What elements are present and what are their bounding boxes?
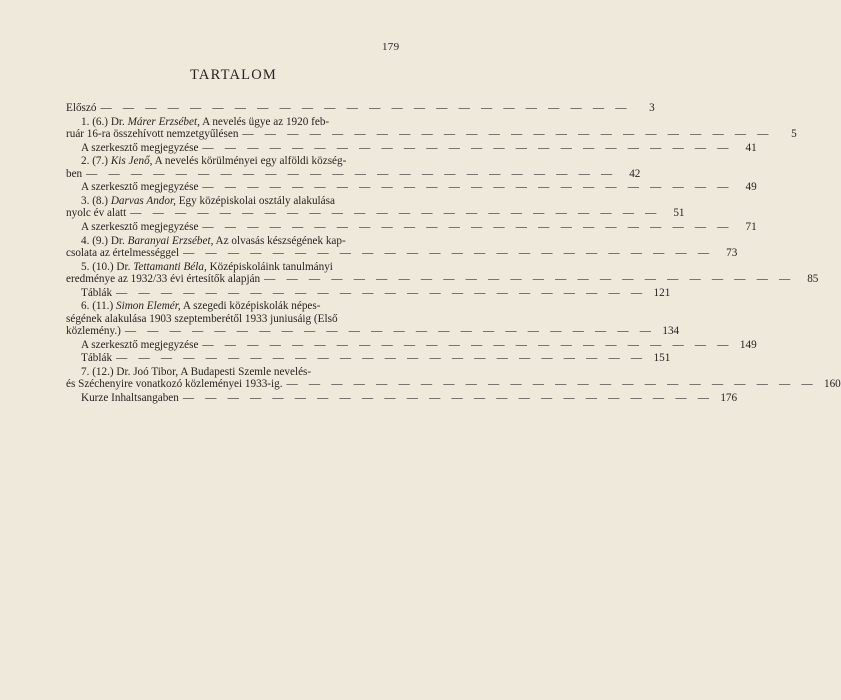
toc-entry <box>66 195 685 220</box>
toc-entry-title: Táblák <box>81 352 113 365</box>
toc-entry-continuation: nyolc év alatt <box>66 207 127 220</box>
toc-entry-title: Táblák <box>81 286 113 299</box>
toc-entry-author: Darvas Andor, <box>110 195 176 208</box>
toc-entry <box>66 141 757 154</box>
toc-entry <box>66 300 680 337</box>
toc-entry-author: Márer Erzsébet, <box>127 115 200 128</box>
toc-leader: — — — — — — — — — — — — — — — — — — — — — — — — <box>242 127 773 140</box>
toc-leader: — — — — — — — — — — — — — — — — — — — — — — — — <box>264 272 795 285</box>
toc-entry-text <box>66 102 96 114</box>
toc-leader: — — — — — — — — — — — — — — — — — — — — — — — — <box>100 102 631 114</box>
toc-entry-continuation: és Széchenyire vonatkozó közleményei 1933-ig. <box>66 378 283 391</box>
toc-entry-title: A szerkesztő megjegyzése <box>81 181 199 194</box>
toc-entry-text <box>81 155 346 167</box>
toc-entry-page: 134 <box>662 324 680 337</box>
toc-entry-page: 3 <box>649 102 655 114</box>
toc-entry-author: Simon Elemér, <box>116 300 181 313</box>
toc-leader: — — — — — — — — — — — — — — — — — — — — — — — — <box>183 247 714 259</box>
toc-leader: — — — — — — — — — — — — — — — — — — — — — — — — <box>202 181 733 194</box>
toc-entry-text <box>81 366 311 378</box>
toc-entry-page: 5 <box>791 127 797 140</box>
toc-entry-text <box>81 181 198 193</box>
toc-entry-page: 151 <box>653 352 671 365</box>
toc-entry-continuation: csolata az értelmességgel <box>66 247 180 259</box>
toc-entry-page: 121 <box>653 286 671 299</box>
toc-entry-text <box>81 235 346 247</box>
toc-entry <box>66 181 757 194</box>
toc-entry <box>66 392 738 404</box>
toc-entry-number: 3. (8.) <box>81 195 111 208</box>
toc-entry-title: Középiskoláink tanulmányi <box>206 260 333 273</box>
toc-entry-page: 149 <box>739 338 757 351</box>
toc-leader: — — — — — — — — — — — — — — — — — — — — — — — — <box>202 221 733 234</box>
toc-leader: — — — — — — — — — — — — — — — — — — — — — — — — <box>182 392 714 404</box>
toc-entry-number: 6. (11.) <box>81 300 117 313</box>
toc-entry-text <box>81 300 320 312</box>
toc-leader: — — — — — — — — — — — — — — — — — — — — — — — — <box>116 352 647 365</box>
toc-entry-title: Előszó <box>66 102 97 114</box>
toc-entry-page: 49 <box>745 181 757 194</box>
toc-entry <box>66 286 671 299</box>
toc-entry <box>66 260 819 286</box>
toc-entry-page: 73 <box>726 247 738 259</box>
toc-leader: — — — — — — — — — — — — — — — — — — — — — — — — <box>86 167 617 180</box>
toc-leader: — — — — — — — — — — — — — — — — — — — — — — — — <box>286 378 817 391</box>
toc-entry-title: A szerkesztő megjegyzése <box>81 221 199 234</box>
toc-entry-text <box>81 339 198 351</box>
toc-entry <box>66 155 641 180</box>
toc-entry-text <box>81 142 198 154</box>
toc-entry-page: 41 <box>745 141 757 154</box>
toc-entry <box>66 221 757 234</box>
toc-entry-text <box>81 392 179 404</box>
toc-entry-title: A nevelés körülményei egy alföldi község- <box>152 155 347 168</box>
toc-title: TARTALOM <box>190 67 277 83</box>
toc-entry-number: 4. (9.) Dr. <box>81 234 128 247</box>
toc-entry-page: 160 <box>823 378 841 391</box>
toc-entry <box>66 352 671 365</box>
toc-entry-page: 176 <box>720 392 738 404</box>
toc-entry-continuation: eredménye az 1932/33 évi értesítők alapján <box>66 272 261 285</box>
toc-entry-page: 71 <box>745 221 757 234</box>
toc-entry-author: Tettamanti Béla, <box>133 260 207 273</box>
toc-entry-title: Az olvasás készségének kap- <box>213 234 346 247</box>
toc-entry <box>66 366 841 391</box>
toc-entry-author: Kis Jenő, <box>110 155 153 168</box>
toc-entry-author: Baranyai Erzsébet, <box>127 234 214 247</box>
toc-entry-page: 42 <box>629 167 641 180</box>
toc-entry-text <box>81 116 329 128</box>
toc-entry-title: A nevelés ügye az 1920 feb- <box>199 115 330 128</box>
toc-entry-text <box>81 261 333 273</box>
toc-entry-number: 5. (10.) Dr. <box>81 260 134 273</box>
toc-entry-number: 2. (7.) <box>81 155 111 168</box>
toc-entry-page: 85 <box>807 272 819 285</box>
toc-entry-title: A szegedi középiskolák népes- <box>180 300 321 313</box>
toc-entry <box>66 338 757 351</box>
toc-entry-number: 1. (6.) Dr. <box>81 115 128 128</box>
table-of-contents <box>66 102 841 406</box>
toc-entry-continuation: ségének alakulása 1903 szeptemberétől 1933 juniusáig (Első <box>66 312 338 325</box>
toc-entry-continuation: ruár 16-ra összehívott nemzetgyűlésen <box>66 127 239 140</box>
toc-entry-continuation: ben <box>66 167 83 180</box>
toc-entry-text <box>81 352 112 364</box>
toc-entry-continuation: közlemény.) <box>66 324 121 337</box>
toc-leader: — — — — — — — — — — — — — — — — — — — — — — — — <box>124 324 656 337</box>
toc-entry <box>66 234 738 260</box>
toc-entry-text <box>81 221 198 233</box>
toc-entry-page: 51 <box>673 207 685 220</box>
toc-entry-title: Egy középiskolai osztály alakulása <box>175 195 335 208</box>
toc-leader: — — — — — — — — — — — — — — — — — — — — — — — — <box>202 141 733 154</box>
toc-entry <box>66 102 655 114</box>
toc-entry-title: A szerkesztő megjegyzése <box>81 338 199 351</box>
toc-entry-title: A Budapesti Szemle nevelés- <box>180 366 312 379</box>
toc-entry-text <box>81 287 112 299</box>
toc-entry <box>66 115 797 141</box>
toc-leader: — — — — — — — — — — — — — — — — — — — — — — — — <box>116 286 647 299</box>
toc-entry-title: Kurze Inhaltsangaben <box>81 392 179 404</box>
toc-leader: — — — — — — — — — — — — — — — — — — — — — — — — <box>130 207 661 220</box>
page-number: 179 <box>382 41 400 53</box>
toc-leader: — — — — — — — — — — — — — — — — — — — — — — — — <box>202 338 733 351</box>
toc-entry-text <box>81 195 335 207</box>
toc-entry-title: A szerkesztő megjegyzése <box>81 141 199 154</box>
toc-entry-number: 7. (12.) Dr. Joó Tibor, <box>81 366 181 379</box>
